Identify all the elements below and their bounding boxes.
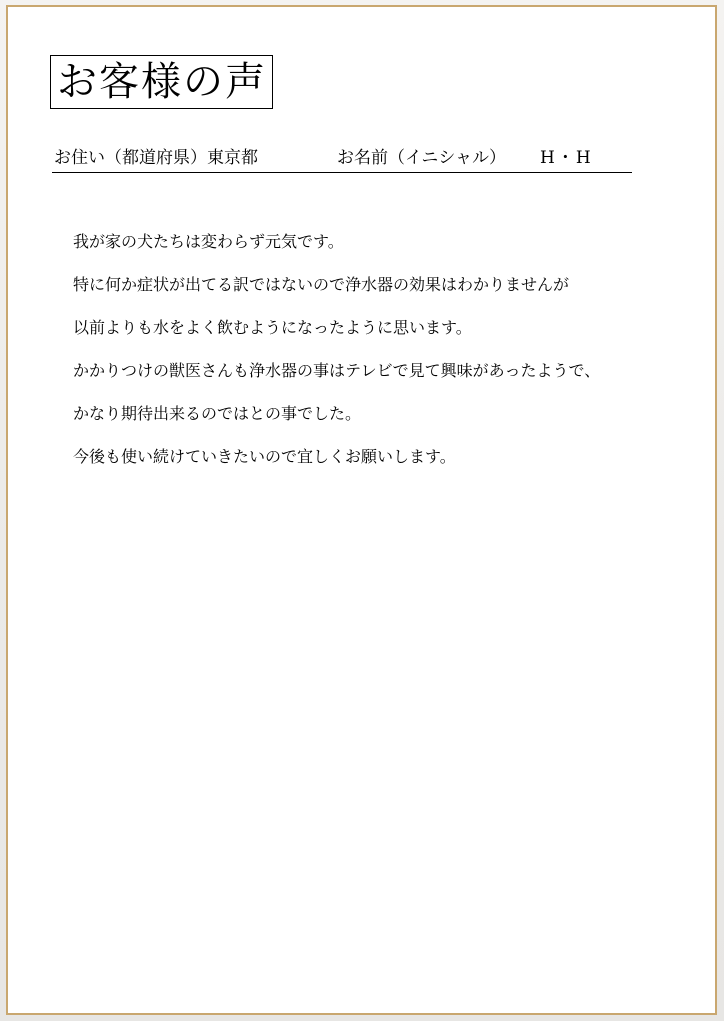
residence-value: 東京都: [207, 148, 258, 168]
customer-info-line: [52, 145, 632, 173]
body-line: 特に何か症状が出てる訳ではないので浄水器の効果はわかりませんが: [73, 275, 570, 294]
residence-label: お住い（都道府県）: [54, 148, 207, 168]
body-line: かなり期待出来るのではとの事でした。: [73, 404, 362, 423]
title-box: [50, 55, 273, 109]
body-line: 以前よりも水をよく飲むようになったように思います。: [73, 318, 472, 337]
name-label: お名前（イニシャル）: [337, 148, 506, 168]
document-page: [6, 5, 717, 1015]
body-line: 今後も使い続けていきたいので宜しくお願いします。: [73, 447, 456, 466]
body-line: 我が家の犬たちは変わらず元気です。: [73, 232, 344, 251]
residence-field: [54, 143, 258, 168]
page-title: お客様の声: [57, 59, 267, 105]
body-line: かかりつけの獣医さんも浄水器の事はテレビで見て興味があったようで、: [73, 361, 601, 380]
testimonial-body: [73, 231, 673, 489]
name-value: H・H: [540, 148, 593, 168]
